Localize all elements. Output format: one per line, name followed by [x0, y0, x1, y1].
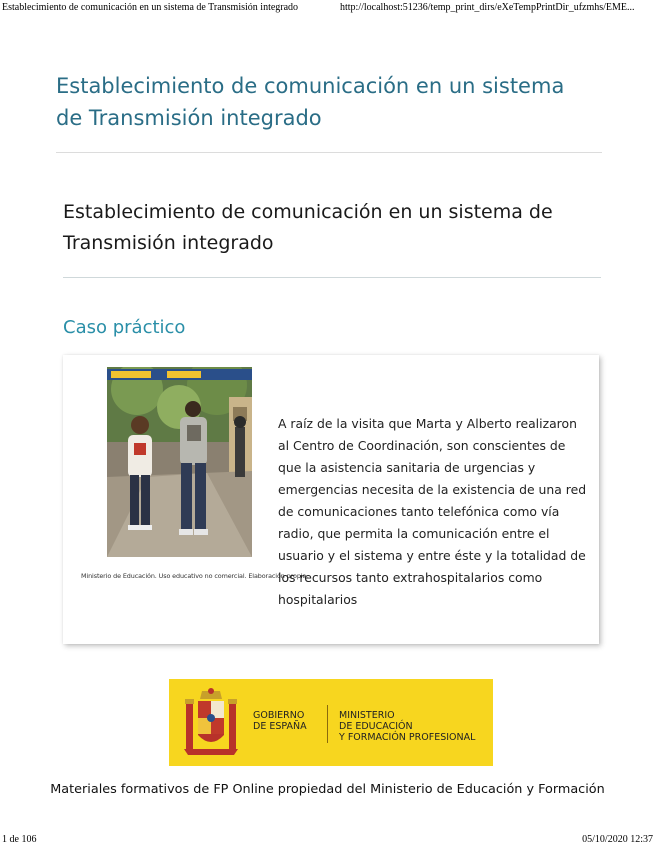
print-datetime: 05/10/2020 12:37	[582, 834, 653, 845]
document-title: Establecimiento de comunicación en un sistema de Transmisión integrado	[56, 74, 565, 130]
print-header-title: Establecimiento de comunicación en un sistema de Transmisión integrado	[2, 2, 299, 13]
logo-divider	[327, 705, 328, 743]
photo-credit: Ministerio de Educación. Uso educativo no comercial. Elaboración propia.	[81, 572, 309, 580]
case-heading: Caso práctico	[63, 317, 186, 338]
logo-gobierno-text: GOBIERNO DE ESPAÑA	[253, 710, 307, 732]
section-title: Establecimiento de comunicación en un sistema de Transmisión integrado	[63, 201, 553, 254]
case-study-photo	[107, 367, 252, 557]
materials-credit: Materiales formativos de FP Online propiedad del Ministerio de Educación y Formación	[50, 782, 605, 797]
case-study-box	[63, 355, 599, 644]
government-logo	[169, 679, 493, 766]
section-divider	[63, 277, 601, 278]
print-footer	[0, 834, 655, 848]
coat-of-arms-icon	[182, 687, 240, 759]
title-divider	[56, 152, 602, 153]
print-header-url: http://localhost:51236/temp_print_dirs/eXeTempPrintDir_ufzmhs/EME...	[340, 2, 635, 13]
case-study-text: A raíz de la visita que Marta y Alberto realizaron al Centro de Coordinación, son conscientes de que la asistencia sanitaria de urgencias y emergencias necesita de la existencia de una red de comunicaciones tanto telefónica como vía radio, que permita la comunicación entre el usuario y el sistema y entre éste y la totalidad de los recursos tanto extrahospitalarios como hospitalarios	[278, 416, 587, 607]
print-header	[0, 2, 655, 16]
logo-ministerio-text: MINISTERIO DE EDUCACIÓN Y FORMACIÓN PROFESIONAL	[339, 710, 476, 743]
page-number: 1 de 106	[2, 834, 37, 845]
